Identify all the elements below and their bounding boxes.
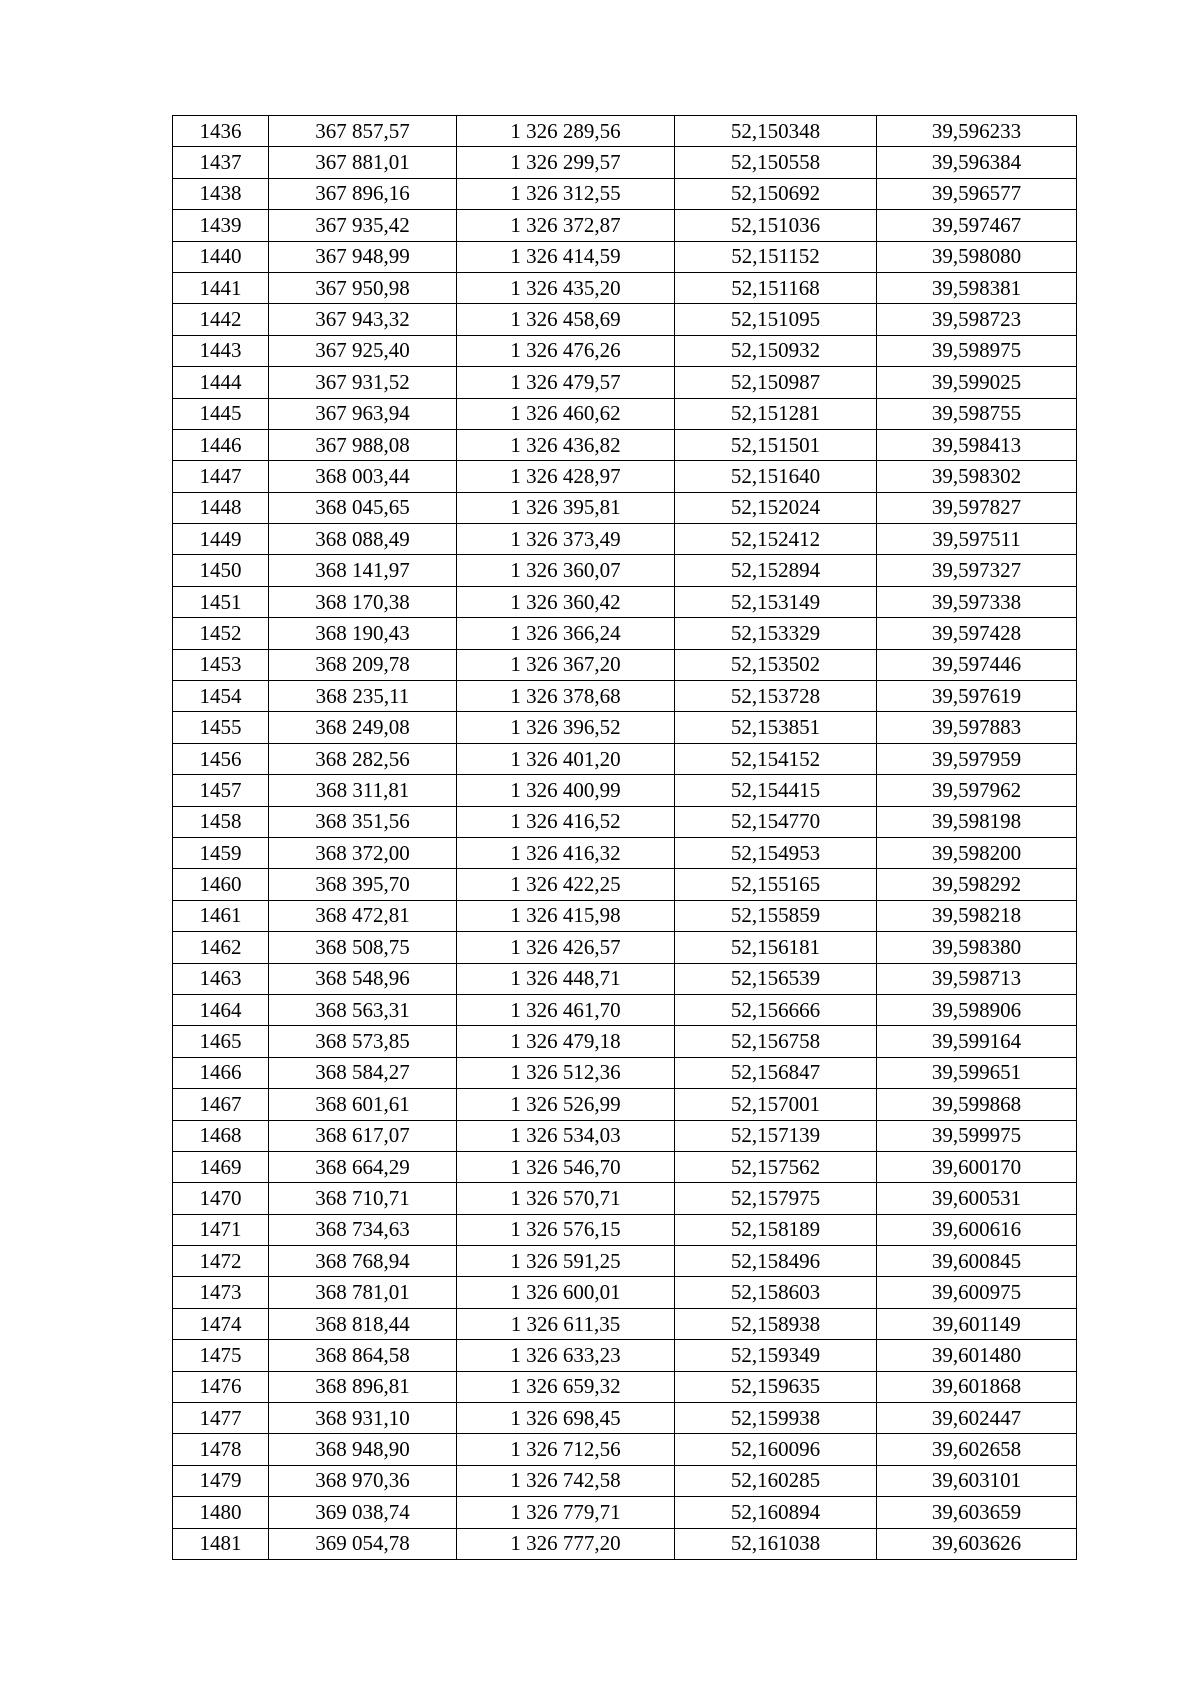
table-row xyxy=(173,241,1077,272)
point-number-cell: 1475 xyxy=(173,1340,269,1371)
table-row xyxy=(173,618,1077,649)
point-number-cell: 1478 xyxy=(173,1434,269,1465)
y-coordinate-cell: 1 326 416,32 xyxy=(457,837,675,868)
table-row xyxy=(173,1528,1077,1559)
point-number-cell: 1437 xyxy=(173,147,269,178)
longitude-cell: 39,603101 xyxy=(877,1465,1077,1496)
y-coordinate-cell: 1 326 360,07 xyxy=(457,555,675,586)
y-coordinate-cell: 1 326 600,01 xyxy=(457,1277,675,1308)
coordinates-table xyxy=(172,115,1077,1560)
x-coordinate-cell: 367 857,57 xyxy=(269,116,457,147)
x-coordinate-cell: 368 088,49 xyxy=(269,524,457,555)
table-row xyxy=(173,555,1077,586)
latitude-cell: 52,152024 xyxy=(675,492,877,523)
x-coordinate-cell: 367 925,40 xyxy=(269,335,457,366)
table-row xyxy=(173,649,1077,680)
longitude-cell: 39,599164 xyxy=(877,1026,1077,1057)
x-coordinate-cell: 368 864,58 xyxy=(269,1340,457,1371)
longitude-cell: 39,600975 xyxy=(877,1277,1077,1308)
point-number-cell: 1441 xyxy=(173,272,269,303)
y-coordinate-cell: 1 326 400,99 xyxy=(457,775,675,806)
y-coordinate-cell: 1 326 476,26 xyxy=(457,335,675,366)
latitude-cell: 52,150348 xyxy=(675,116,877,147)
point-number-cell: 1462 xyxy=(173,932,269,963)
x-coordinate-cell: 368 948,90 xyxy=(269,1434,457,1465)
point-number-cell: 1476 xyxy=(173,1371,269,1402)
x-coordinate-cell: 368 573,85 xyxy=(269,1026,457,1057)
longitude-cell: 39,600845 xyxy=(877,1246,1077,1277)
longitude-cell: 39,598381 xyxy=(877,272,1077,303)
y-coordinate-cell: 1 326 435,20 xyxy=(457,272,675,303)
table-row xyxy=(173,492,1077,523)
x-coordinate-cell: 368 563,31 xyxy=(269,994,457,1025)
x-coordinate-cell: 367 950,98 xyxy=(269,272,457,303)
latitude-cell: 52,160894 xyxy=(675,1497,877,1528)
table-row xyxy=(173,900,1077,931)
point-number-cell: 1473 xyxy=(173,1277,269,1308)
y-coordinate-cell: 1 326 779,71 xyxy=(457,1497,675,1528)
latitude-cell: 52,150932 xyxy=(675,335,877,366)
latitude-cell: 52,156666 xyxy=(675,994,877,1025)
y-coordinate-cell: 1 326 712,56 xyxy=(457,1434,675,1465)
y-coordinate-cell: 1 326 461,70 xyxy=(457,994,675,1025)
point-number-cell: 1470 xyxy=(173,1183,269,1214)
longitude-cell: 39,599868 xyxy=(877,1089,1077,1120)
y-coordinate-cell: 1 326 416,52 xyxy=(457,806,675,837)
latitude-cell: 52,159635 xyxy=(675,1371,877,1402)
latitude-cell: 52,158603 xyxy=(675,1277,877,1308)
table-row xyxy=(173,1214,1077,1245)
x-coordinate-cell: 368 601,61 xyxy=(269,1089,457,1120)
latitude-cell: 52,160096 xyxy=(675,1434,877,1465)
table-row xyxy=(173,367,1077,398)
table-row xyxy=(173,1465,1077,1496)
table-row xyxy=(173,586,1077,617)
table-row xyxy=(173,272,1077,303)
latitude-cell: 52,150987 xyxy=(675,367,877,398)
table-row xyxy=(173,1183,1077,1214)
y-coordinate-cell: 1 326 422,25 xyxy=(457,869,675,900)
longitude-cell: 39,601149 xyxy=(877,1308,1077,1339)
latitude-cell: 52,158938 xyxy=(675,1308,877,1339)
latitude-cell: 52,154415 xyxy=(675,775,877,806)
longitude-cell: 39,597511 xyxy=(877,524,1077,555)
latitude-cell: 52,157139 xyxy=(675,1120,877,1151)
y-coordinate-cell: 1 326 570,71 xyxy=(457,1183,675,1214)
table-row xyxy=(173,743,1077,774)
y-coordinate-cell: 1 326 591,25 xyxy=(457,1246,675,1277)
y-coordinate-cell: 1 326 576,15 xyxy=(457,1214,675,1245)
point-number-cell: 1439 xyxy=(173,210,269,241)
table-row xyxy=(173,681,1077,712)
latitude-cell: 52,153728 xyxy=(675,681,877,712)
table-row xyxy=(173,1497,1077,1528)
table-row xyxy=(173,429,1077,460)
longitude-cell: 39,599975 xyxy=(877,1120,1077,1151)
table-row xyxy=(173,869,1077,900)
x-coordinate-cell: 368 395,70 xyxy=(269,869,457,900)
longitude-cell: 39,598198 xyxy=(877,806,1077,837)
point-number-cell: 1481 xyxy=(173,1528,269,1559)
latitude-cell: 52,153851 xyxy=(675,712,877,743)
longitude-cell: 39,598200 xyxy=(877,837,1077,868)
point-number-cell: 1438 xyxy=(173,178,269,209)
table-row xyxy=(173,1057,1077,1088)
point-number-cell: 1458 xyxy=(173,806,269,837)
table-row xyxy=(173,304,1077,335)
longitude-cell: 39,601868 xyxy=(877,1371,1077,1402)
table-row xyxy=(173,1026,1077,1057)
table-row xyxy=(173,963,1077,994)
table-row xyxy=(173,524,1077,555)
y-coordinate-cell: 1 326 428,97 xyxy=(457,461,675,492)
table-row xyxy=(173,1434,1077,1465)
x-coordinate-cell: 368 896,81 xyxy=(269,1371,457,1402)
latitude-cell: 52,156847 xyxy=(675,1057,877,1088)
x-coordinate-cell: 368 931,10 xyxy=(269,1403,457,1434)
x-coordinate-cell: 368 548,96 xyxy=(269,963,457,994)
y-coordinate-cell: 1 326 414,59 xyxy=(457,241,675,272)
y-coordinate-cell: 1 326 448,71 xyxy=(457,963,675,994)
longitude-cell: 39,598755 xyxy=(877,398,1077,429)
longitude-cell: 39,598302 xyxy=(877,461,1077,492)
table-row xyxy=(173,1340,1077,1371)
longitude-cell: 39,597327 xyxy=(877,555,1077,586)
point-number-cell: 1472 xyxy=(173,1246,269,1277)
longitude-cell: 39,603626 xyxy=(877,1528,1077,1559)
longitude-cell: 39,600170 xyxy=(877,1151,1077,1182)
point-number-cell: 1457 xyxy=(173,775,269,806)
point-number-cell: 1453 xyxy=(173,649,269,680)
x-coordinate-cell: 367 963,94 xyxy=(269,398,457,429)
x-coordinate-cell: 368 508,75 xyxy=(269,932,457,963)
point-number-cell: 1454 xyxy=(173,681,269,712)
y-coordinate-cell: 1 326 534,03 xyxy=(457,1120,675,1151)
latitude-cell: 52,151168 xyxy=(675,272,877,303)
longitude-cell: 39,598906 xyxy=(877,994,1077,1025)
point-number-cell: 1460 xyxy=(173,869,269,900)
latitude-cell: 52,150692 xyxy=(675,178,877,209)
longitude-cell: 39,598380 xyxy=(877,932,1077,963)
x-coordinate-cell: 367 948,99 xyxy=(269,241,457,272)
x-coordinate-cell: 368 190,43 xyxy=(269,618,457,649)
longitude-cell: 39,599651 xyxy=(877,1057,1077,1088)
longitude-cell: 39,598975 xyxy=(877,335,1077,366)
point-number-cell: 1449 xyxy=(173,524,269,555)
latitude-cell: 52,151281 xyxy=(675,398,877,429)
y-coordinate-cell: 1 326 299,57 xyxy=(457,147,675,178)
x-coordinate-cell: 369 038,74 xyxy=(269,1497,457,1528)
longitude-cell: 39,597428 xyxy=(877,618,1077,649)
longitude-cell: 39,597962 xyxy=(877,775,1077,806)
x-coordinate-cell: 368 141,97 xyxy=(269,555,457,586)
table-row xyxy=(173,147,1077,178)
y-coordinate-cell: 1 326 479,18 xyxy=(457,1026,675,1057)
y-coordinate-cell: 1 326 366,24 xyxy=(457,618,675,649)
x-coordinate-cell: 368 311,81 xyxy=(269,775,457,806)
x-coordinate-cell: 368 472,81 xyxy=(269,900,457,931)
longitude-cell: 39,597619 xyxy=(877,681,1077,712)
longitude-cell: 39,597338 xyxy=(877,586,1077,617)
x-coordinate-cell: 367 931,52 xyxy=(269,367,457,398)
latitude-cell: 52,154953 xyxy=(675,837,877,868)
y-coordinate-cell: 1 326 479,57 xyxy=(457,367,675,398)
y-coordinate-cell: 1 326 395,81 xyxy=(457,492,675,523)
table-row xyxy=(173,932,1077,963)
latitude-cell: 52,155165 xyxy=(675,869,877,900)
latitude-cell: 52,158189 xyxy=(675,1214,877,1245)
latitude-cell: 52,161038 xyxy=(675,1528,877,1559)
x-coordinate-cell: 368 710,71 xyxy=(269,1183,457,1214)
table-row xyxy=(173,1277,1077,1308)
latitude-cell: 52,154770 xyxy=(675,806,877,837)
point-number-cell: 1444 xyxy=(173,367,269,398)
longitude-cell: 39,596233 xyxy=(877,116,1077,147)
point-number-cell: 1479 xyxy=(173,1465,269,1496)
latitude-cell: 52,153149 xyxy=(675,586,877,617)
x-coordinate-cell: 367 988,08 xyxy=(269,429,457,460)
x-coordinate-cell: 368 372,00 xyxy=(269,837,457,868)
x-coordinate-cell: 368 209,78 xyxy=(269,649,457,680)
y-coordinate-cell: 1 326 373,49 xyxy=(457,524,675,555)
latitude-cell: 52,151152 xyxy=(675,241,877,272)
y-coordinate-cell: 1 326 289,56 xyxy=(457,116,675,147)
longitude-cell: 39,601480 xyxy=(877,1340,1077,1371)
y-coordinate-cell: 1 326 436,82 xyxy=(457,429,675,460)
x-coordinate-cell: 368 351,56 xyxy=(269,806,457,837)
longitude-cell: 39,598723 xyxy=(877,304,1077,335)
y-coordinate-cell: 1 326 546,70 xyxy=(457,1151,675,1182)
longitude-cell: 39,598080 xyxy=(877,241,1077,272)
point-number-cell: 1459 xyxy=(173,837,269,868)
point-number-cell: 1451 xyxy=(173,586,269,617)
point-number-cell: 1474 xyxy=(173,1308,269,1339)
table-row xyxy=(173,398,1077,429)
x-coordinate-cell: 368 045,65 xyxy=(269,492,457,523)
x-coordinate-cell: 368 235,11 xyxy=(269,681,457,712)
latitude-cell: 52,160285 xyxy=(675,1465,877,1496)
point-number-cell: 1466 xyxy=(173,1057,269,1088)
x-coordinate-cell: 368 584,27 xyxy=(269,1057,457,1088)
y-coordinate-cell: 1 326 742,58 xyxy=(457,1465,675,1496)
point-number-cell: 1461 xyxy=(173,900,269,931)
x-coordinate-cell: 369 054,78 xyxy=(269,1528,457,1559)
latitude-cell: 52,152894 xyxy=(675,555,877,586)
longitude-cell: 39,598413 xyxy=(877,429,1077,460)
x-coordinate-cell: 368 781,01 xyxy=(269,1277,457,1308)
table-row xyxy=(173,178,1077,209)
x-coordinate-cell: 368 734,63 xyxy=(269,1214,457,1245)
y-coordinate-cell: 1 326 396,52 xyxy=(457,712,675,743)
point-number-cell: 1477 xyxy=(173,1403,269,1434)
table-row xyxy=(173,712,1077,743)
longitude-cell: 39,603659 xyxy=(877,1497,1077,1528)
point-number-cell: 1467 xyxy=(173,1089,269,1120)
y-coordinate-cell: 1 326 367,20 xyxy=(457,649,675,680)
y-coordinate-cell: 1 326 512,36 xyxy=(457,1057,675,1088)
longitude-cell: 39,599025 xyxy=(877,367,1077,398)
latitude-cell: 52,158496 xyxy=(675,1246,877,1277)
x-coordinate-cell: 368 249,08 xyxy=(269,712,457,743)
x-coordinate-cell: 368 170,38 xyxy=(269,586,457,617)
longitude-cell: 39,602658 xyxy=(877,1434,1077,1465)
point-number-cell: 1447 xyxy=(173,461,269,492)
latitude-cell: 52,151095 xyxy=(675,304,877,335)
point-number-cell: 1464 xyxy=(173,994,269,1025)
longitude-cell: 39,597883 xyxy=(877,712,1077,743)
table-row xyxy=(173,461,1077,492)
point-number-cell: 1448 xyxy=(173,492,269,523)
longitude-cell: 39,598713 xyxy=(877,963,1077,994)
latitude-cell: 52,155859 xyxy=(675,900,877,931)
point-number-cell: 1446 xyxy=(173,429,269,460)
point-number-cell: 1468 xyxy=(173,1120,269,1151)
longitude-cell: 39,598218 xyxy=(877,900,1077,931)
table-row xyxy=(173,335,1077,366)
point-number-cell: 1450 xyxy=(173,555,269,586)
x-coordinate-cell: 367 896,16 xyxy=(269,178,457,209)
y-coordinate-cell: 1 326 312,55 xyxy=(457,178,675,209)
table-row xyxy=(173,837,1077,868)
latitude-cell: 52,153502 xyxy=(675,649,877,680)
y-coordinate-cell: 1 326 460,62 xyxy=(457,398,675,429)
point-number-cell: 1440 xyxy=(173,241,269,272)
y-coordinate-cell: 1 326 633,23 xyxy=(457,1340,675,1371)
longitude-cell: 39,597959 xyxy=(877,743,1077,774)
table-row xyxy=(173,1089,1077,1120)
latitude-cell: 52,157001 xyxy=(675,1089,877,1120)
y-coordinate-cell: 1 326 698,45 xyxy=(457,1403,675,1434)
longitude-cell: 39,598292 xyxy=(877,869,1077,900)
latitude-cell: 52,151501 xyxy=(675,429,877,460)
x-coordinate-cell: 367 881,01 xyxy=(269,147,457,178)
table-row xyxy=(173,1308,1077,1339)
point-number-cell: 1442 xyxy=(173,304,269,335)
y-coordinate-cell: 1 326 426,57 xyxy=(457,932,675,963)
point-number-cell: 1455 xyxy=(173,712,269,743)
y-coordinate-cell: 1 326 378,68 xyxy=(457,681,675,712)
longitude-cell: 39,597446 xyxy=(877,649,1077,680)
y-coordinate-cell: 1 326 611,35 xyxy=(457,1308,675,1339)
latitude-cell: 52,159938 xyxy=(675,1403,877,1434)
y-coordinate-cell: 1 326 372,87 xyxy=(457,210,675,241)
point-number-cell: 1436 xyxy=(173,116,269,147)
coordinates-table-body xyxy=(173,116,1077,1560)
table-row xyxy=(173,994,1077,1025)
latitude-cell: 52,156181 xyxy=(675,932,877,963)
table-row xyxy=(173,1120,1077,1151)
point-number-cell: 1480 xyxy=(173,1497,269,1528)
table-row xyxy=(173,116,1077,147)
point-number-cell: 1445 xyxy=(173,398,269,429)
point-number-cell: 1452 xyxy=(173,618,269,649)
longitude-cell: 39,596577 xyxy=(877,178,1077,209)
longitude-cell: 39,600531 xyxy=(877,1183,1077,1214)
y-coordinate-cell: 1 326 526,99 xyxy=(457,1089,675,1120)
x-coordinate-cell: 368 768,94 xyxy=(269,1246,457,1277)
point-number-cell: 1471 xyxy=(173,1214,269,1245)
y-coordinate-cell: 1 326 777,20 xyxy=(457,1528,675,1559)
table-row xyxy=(173,1246,1077,1277)
x-coordinate-cell: 368 818,44 xyxy=(269,1308,457,1339)
latitude-cell: 52,156539 xyxy=(675,963,877,994)
x-coordinate-cell: 367 943,32 xyxy=(269,304,457,335)
latitude-cell: 52,151640 xyxy=(675,461,877,492)
longitude-cell: 39,597467 xyxy=(877,210,1077,241)
y-coordinate-cell: 1 326 401,20 xyxy=(457,743,675,774)
latitude-cell: 52,151036 xyxy=(675,210,877,241)
table-row xyxy=(173,1403,1077,1434)
latitude-cell: 52,156758 xyxy=(675,1026,877,1057)
latitude-cell: 52,157562 xyxy=(675,1151,877,1182)
longitude-cell: 39,602447 xyxy=(877,1403,1077,1434)
latitude-cell: 52,154152 xyxy=(675,743,877,774)
y-coordinate-cell: 1 326 415,98 xyxy=(457,900,675,931)
longitude-cell: 39,596384 xyxy=(877,147,1077,178)
x-coordinate-cell: 368 003,44 xyxy=(269,461,457,492)
y-coordinate-cell: 1 326 458,69 xyxy=(457,304,675,335)
x-coordinate-cell: 368 664,29 xyxy=(269,1151,457,1182)
latitude-cell: 52,153329 xyxy=(675,618,877,649)
longitude-cell: 39,597827 xyxy=(877,492,1077,523)
point-number-cell: 1465 xyxy=(173,1026,269,1057)
latitude-cell: 52,150558 xyxy=(675,147,877,178)
point-number-cell: 1443 xyxy=(173,335,269,366)
x-coordinate-cell: 368 282,56 xyxy=(269,743,457,774)
latitude-cell: 52,157975 xyxy=(675,1183,877,1214)
y-coordinate-cell: 1 326 360,42 xyxy=(457,586,675,617)
table-row xyxy=(173,775,1077,806)
table-row xyxy=(173,1151,1077,1182)
table-row xyxy=(173,806,1077,837)
x-coordinate-cell: 368 617,07 xyxy=(269,1120,457,1151)
point-number-cell: 1469 xyxy=(173,1151,269,1182)
y-coordinate-cell: 1 326 659,32 xyxy=(457,1371,675,1402)
point-number-cell: 1456 xyxy=(173,743,269,774)
latitude-cell: 52,152412 xyxy=(675,524,877,555)
x-coordinate-cell: 367 935,42 xyxy=(269,210,457,241)
point-number-cell: 1463 xyxy=(173,963,269,994)
x-coordinate-cell: 368 970,36 xyxy=(269,1465,457,1496)
latitude-cell: 52,159349 xyxy=(675,1340,877,1371)
longitude-cell: 39,600616 xyxy=(877,1214,1077,1245)
table-row xyxy=(173,1371,1077,1402)
table-row xyxy=(173,210,1077,241)
